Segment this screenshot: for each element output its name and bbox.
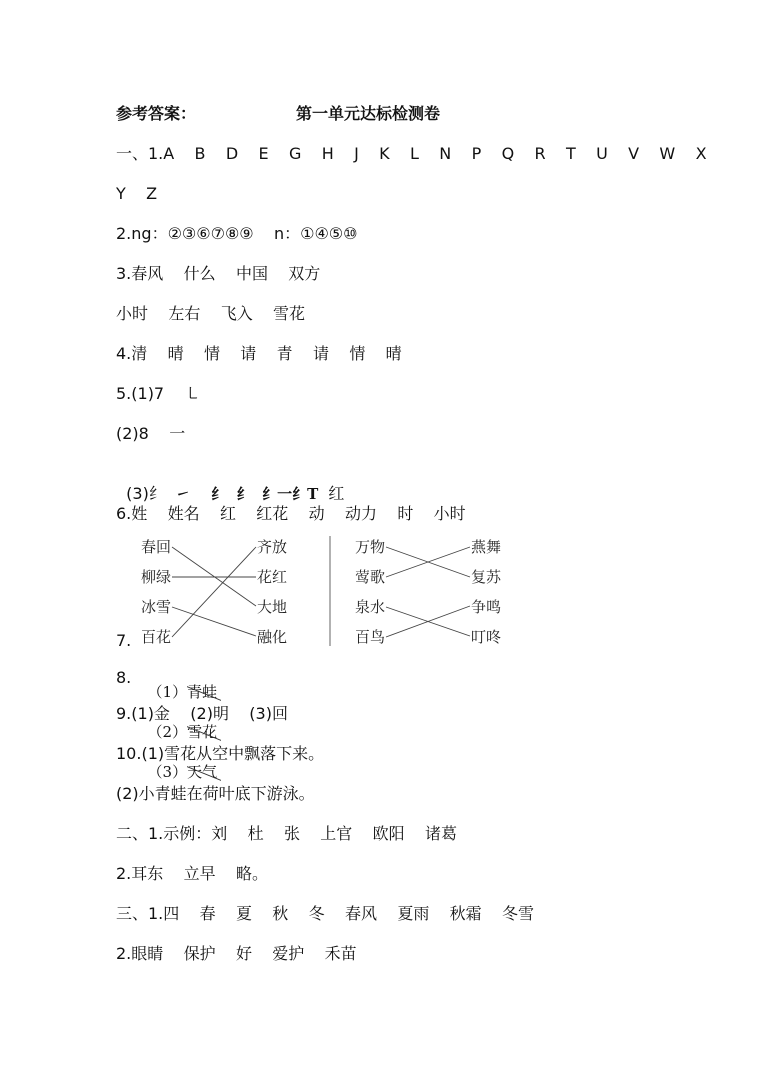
question-8-number: 8. xyxy=(116,668,132,687)
answer-line-10: 6.姓 姓名 红 红花 动 动力 时 小时 xyxy=(116,504,466,523)
match-line xyxy=(386,606,470,637)
answer-line-8: (2)8 一 xyxy=(116,424,186,443)
answer-line-15: (2)小青蛙在荷叶底下游泳。 xyxy=(116,784,315,803)
answer-line-13: 9.(1)金 (2)明 (3)回 xyxy=(116,704,288,723)
match-right-left-4: 百鸟 xyxy=(355,628,386,646)
answers-label: 参考答案： xyxy=(116,104,197,123)
answer-line-19: 2.眼睛 保护 好 爱护 禾苗 xyxy=(116,944,357,963)
match-mid-1: 齐放 xyxy=(257,538,288,556)
q8-paren-1: （1） xyxy=(147,683,188,701)
q8-paren-3: （3） xyxy=(147,763,188,781)
answer-line-16: 二、1.示例：刘 杜 张 上官 欧阳 诸葛 xyxy=(116,824,457,843)
matching-diagram xyxy=(136,536,536,648)
q8-paren-2: （2） xyxy=(147,723,188,741)
match-right-right-4: 叮咚 xyxy=(471,628,502,646)
match-mid-4: 融化 xyxy=(257,628,288,646)
answer-line-7: 5.(1)7 ㇄ xyxy=(116,384,201,403)
q8-word-1: 青蛙 xyxy=(187,683,218,701)
answer-line-6: 4.清 晴 情 请 青 请 情 晴 xyxy=(116,344,402,363)
match-left-2: 柳绿 xyxy=(141,568,172,586)
match-right-right-3: 争鸣 xyxy=(471,598,502,616)
answer-line-4: 3.春风 什么 中国 双方 xyxy=(116,264,321,283)
match-left-3: 冰雪 xyxy=(141,598,172,616)
answer-line-9 xyxy=(116,464,344,504)
stroke-prefix: (3)纟 xyxy=(126,484,165,503)
answer-line-1: 一、1.A B D E G H J K L N P Q R T U V W X xyxy=(116,144,707,163)
match-line xyxy=(172,607,256,636)
match-line xyxy=(172,547,256,637)
match-right-right-2: 复苏 xyxy=(471,568,502,586)
question-7-number: 7. xyxy=(116,631,132,650)
stroke-order: ㇀ 纟 纟 纟一纟T xyxy=(164,485,319,503)
q8-word-3: 天气 xyxy=(187,763,218,781)
match-line xyxy=(172,547,256,606)
answer-line-17: 2.耳东 立早 略。 xyxy=(116,864,268,883)
page-title: 第一单元达标检测卷 xyxy=(296,104,441,123)
q8-word-2: 雪花 xyxy=(187,723,218,741)
match-mid-3: 大地 xyxy=(257,598,288,616)
match-right-right-1: 燕舞 xyxy=(471,538,502,556)
answer-line-3: 2.ng：②③⑥⑦⑧⑨ n：①④⑤⑩ xyxy=(116,224,358,243)
match-right-left-2: 莺歌 xyxy=(355,568,386,586)
match-right-left-1: 万物 xyxy=(355,538,386,556)
answer-line-14: 10.(1)雪花从空中飘落下来。 xyxy=(116,744,325,763)
match-mid-2: 花红 xyxy=(257,568,288,586)
match-left-1: 春回 xyxy=(141,538,172,556)
answer-line-18: 三、1.四 春 夏 秋 冬 春风 夏雨 秋霜 冬雪 xyxy=(116,904,535,923)
answer-line-2: Y Z xyxy=(116,184,158,203)
match-right-left-3: 泉水 xyxy=(355,598,386,616)
stroke-suffix: 红 xyxy=(318,484,345,503)
answer-line-5: 小时 左右 飞入 雪花 xyxy=(116,304,306,323)
match-left-4: 百花 xyxy=(141,628,172,646)
